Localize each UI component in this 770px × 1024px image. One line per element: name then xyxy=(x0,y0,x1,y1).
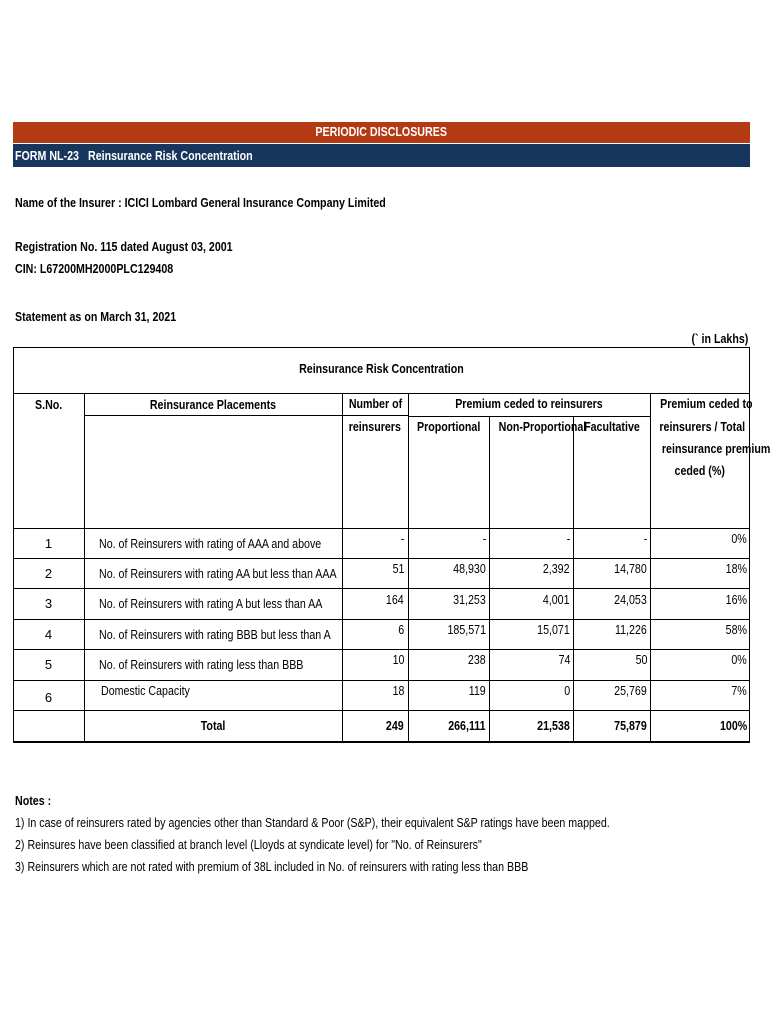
total-percentage: 100% xyxy=(719,718,747,733)
notes-section xyxy=(15,790,740,878)
row-facultative: 25,769 xyxy=(614,683,647,698)
header-placements: Reinsurance Placements xyxy=(149,397,277,412)
row-non-proportional: 2,392 xyxy=(543,561,570,576)
row-facultative: 24,053 xyxy=(614,592,647,607)
row-percentage: 58% xyxy=(725,622,747,637)
row-proportional: 119 xyxy=(468,683,486,698)
header-pct-line2: reinsurers / Total xyxy=(659,419,746,434)
row-proportional: 185,571 xyxy=(447,622,486,637)
row-facultative: - xyxy=(643,531,647,546)
row-number: 164 xyxy=(386,592,404,607)
total-proportional: 266,111 xyxy=(448,718,486,733)
insurer-name: Name of the Insurer : ICICI Lombard General Insurance Company Limited xyxy=(15,195,386,210)
row-non-proportional: 74 xyxy=(558,652,570,667)
row-number: 10 xyxy=(392,652,404,667)
note-item: 2) Reinsures have been classified at branch level (Lloyds at syndicate level) for "No. of Reinsurers" xyxy=(15,837,482,852)
row-facultative: 14,780 xyxy=(614,561,647,576)
header-facultative: Facultative xyxy=(583,419,640,434)
row-label: No. of Reinsurers with rating AA but less than AAA xyxy=(99,566,337,581)
row-proportional: 238 xyxy=(468,652,486,667)
cin-line: CIN: L67200MH2000PLC129408 xyxy=(15,261,174,276)
row-label: No. of Reinsurers with rating BBB but less than A xyxy=(99,627,331,642)
row-sno: 1 xyxy=(44,536,53,551)
header-sno: S.No. xyxy=(34,397,63,412)
notes-title: Notes : xyxy=(15,793,52,808)
row-non-proportional: 0 xyxy=(564,683,570,698)
periodic-disclosures-banner xyxy=(13,122,750,143)
registration-line: Registration No. 115 dated August 03, 2001 xyxy=(15,239,233,254)
unit-label: (` in Lakhs) xyxy=(691,331,748,346)
row-label: No. of Reinsurers with rating less than BBB xyxy=(99,657,304,672)
row-number: 6 xyxy=(398,622,404,637)
row-label: Domestic Capacity xyxy=(101,683,190,698)
row-non-proportional: 4,001 xyxy=(543,592,570,607)
row-percentage: 18% xyxy=(725,561,747,576)
form-header-bar xyxy=(13,144,750,167)
header-proportional: Proportional xyxy=(416,419,481,434)
row-proportional: - xyxy=(482,531,486,546)
form-title: Reinsurance Risk Concentration xyxy=(88,148,253,163)
note-item: 1) In case of reinsurers rated by agencies other than Standard & Poor (S&P), their equivalent S&P ratings have been mapped. xyxy=(15,815,610,830)
total-non-proportional: 21,538 xyxy=(537,718,570,733)
row-sno: 2 xyxy=(44,566,53,581)
header-pct-line3: reinsurance premium xyxy=(661,441,770,456)
row-non-proportional: 15,071 xyxy=(537,622,570,637)
row-sno: 3 xyxy=(44,596,53,611)
header-pct-line1: Premium ceded to xyxy=(660,396,753,411)
form-number: FORM NL-23 xyxy=(15,148,79,163)
row-non-proportional: - xyxy=(566,531,570,546)
header-premium-group: Premium ceded to reinsurers xyxy=(455,396,603,411)
row-sno: 6 xyxy=(44,690,53,705)
total-number: 249 xyxy=(386,718,404,733)
row-proportional: 31,253 xyxy=(453,592,486,607)
row-number: - xyxy=(400,531,404,546)
row-percentage: 16% xyxy=(725,592,747,607)
total-label: Total xyxy=(200,718,226,733)
header-pct-line4: ceded (%) xyxy=(674,463,725,478)
row-percentage: 7% xyxy=(731,683,747,698)
row-number: 18 xyxy=(392,683,404,698)
row-facultative: 50 xyxy=(635,652,647,667)
row-percentage: 0% xyxy=(731,652,747,667)
row-sno: 4 xyxy=(44,627,53,642)
note-item: 3) Reinsurers which are not rated with premium of 38L included in No. of reinsurers with rating less than BBB xyxy=(15,859,529,874)
header-number-line1: Number of xyxy=(348,396,402,411)
table-title: Reinsurance Risk Concentration xyxy=(299,361,464,376)
header-non-proportional: Non-Proportional xyxy=(498,419,587,434)
total-facultative: 75,879 xyxy=(614,718,647,733)
row-label: No. of Reinsurers with rating A but less than AA xyxy=(99,596,323,611)
row-sno: 5 xyxy=(44,657,53,672)
row-label: No. of Reinsurers with rating of AAA and above xyxy=(99,536,322,551)
banner-title: PERIODIC DISCLOSURES xyxy=(315,124,448,139)
row-number: 51 xyxy=(392,561,404,576)
header-number-line2: reinsurers xyxy=(348,419,402,434)
row-facultative: 11,226 xyxy=(615,622,647,637)
row-proportional: 48,930 xyxy=(453,561,486,576)
row-percentage: 0% xyxy=(731,531,747,546)
statement-date: Statement as on March 31, 2021 xyxy=(15,309,177,324)
